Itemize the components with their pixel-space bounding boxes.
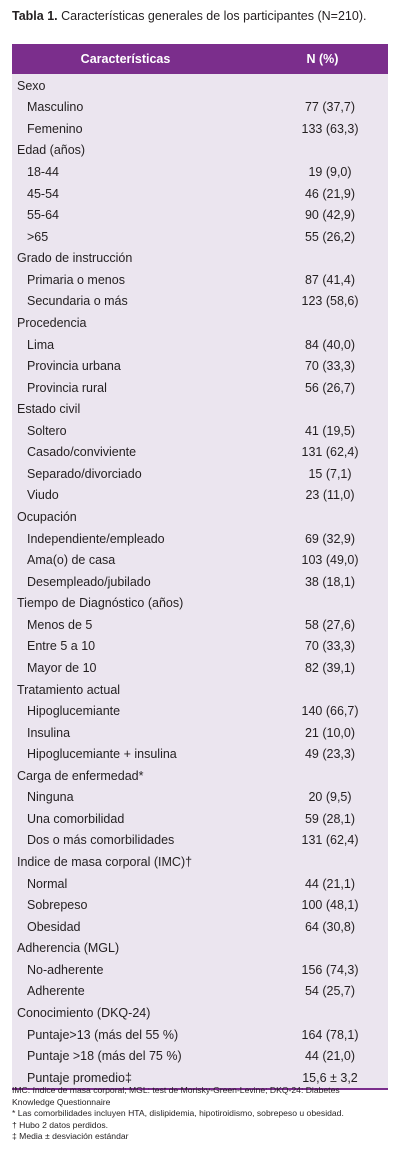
row-label: Desempleado/jubilado — [27, 574, 151, 589]
row-value: 82 (39,1) — [304, 660, 356, 675]
row-label: Primaria o menos — [27, 272, 125, 287]
table-row — [12, 981, 388, 1003]
row-value: 15 (7,1) — [308, 466, 352, 481]
footnote: † Hubo 2 datos perdidos. — [12, 1119, 109, 1130]
row-label: Una comorbilidad — [27, 811, 125, 826]
row-label: No-adherente — [27, 962, 104, 977]
row-label: Separado/divorciado — [27, 466, 142, 481]
row-label: Tratamiento actual — [17, 682, 121, 697]
table-number: Tabla 1. — [12, 9, 58, 23]
row-value: 19 (9,0) — [308, 165, 352, 180]
table-caption — [12, 8, 402, 24]
row-label: Casado/conviviente — [27, 445, 137, 460]
row-label: Indice de masa corporal (IMC)† — [17, 855, 193, 870]
footnote: * Las comorbilidades incluyen HTA, dislipidemia, hipotiroidismo, sobrepeso u obesidad. — [12, 1108, 344, 1118]
row-label: Edad (años) — [17, 143, 86, 158]
row-label: Puntaje promedio‡ — [27, 1070, 132, 1085]
table-row — [12, 808, 388, 830]
row-value: 59 (28,1) — [304, 811, 356, 826]
table-row — [12, 830, 388, 852]
table-row — [12, 722, 388, 744]
table-row — [12, 118, 388, 140]
row-label: Sobrepeso — [27, 898, 88, 913]
row-label: Sexo — [17, 78, 46, 93]
row-label: Viudo — [27, 488, 59, 503]
row-label: Menos de 5 — [27, 617, 93, 632]
row-value: 55 (26,2) — [304, 229, 356, 244]
table-row — [12, 916, 388, 938]
table-group-row — [12, 312, 388, 334]
table-row — [12, 894, 388, 916]
row-label: Hipoglucemiante — [27, 704, 121, 719]
table-row — [12, 226, 388, 248]
row-label: Grado de instrucción — [17, 251, 133, 266]
row-label: Tiempo de Diagnóstico (años) — [17, 596, 184, 611]
row-value: 70 (33,3) — [304, 359, 356, 374]
table-row — [12, 463, 388, 485]
row-value: 70 (33,3) — [304, 639, 356, 654]
row-value: 64 (30,8) — [304, 919, 356, 934]
table-header — [12, 44, 388, 74]
row-value: 133 (63,3) — [301, 121, 359, 136]
row-value: 77 (37,7) — [304, 100, 356, 115]
row-label: Hipoglucemiante + insulina — [27, 747, 177, 762]
row-label: Independiente/empleado — [27, 531, 165, 546]
table-row — [12, 571, 388, 593]
row-label: Entre 5 a 10 — [27, 639, 96, 654]
table-group-row — [12, 506, 388, 528]
row-value: 20 (9,5) — [308, 790, 352, 805]
table-row — [12, 377, 388, 399]
table-row — [12, 549, 388, 571]
table-row — [12, 269, 388, 291]
table-row — [12, 657, 388, 679]
table-group-row — [12, 765, 388, 787]
row-value: 21 (10,0) — [304, 725, 356, 740]
row-value: 156 (74,3) — [301, 962, 359, 977]
table-row — [12, 183, 388, 205]
table-row — [12, 161, 388, 183]
row-label: Insulina — [27, 725, 71, 740]
table-row — [12, 636, 388, 658]
row-label: Ocupación — [17, 510, 77, 525]
row-label: Normal — [27, 876, 68, 891]
row-label: Ama(o) de casa — [27, 553, 116, 568]
table-row — [12, 485, 388, 507]
row-value: 87 (41,4) — [304, 272, 356, 287]
row-label: Obesidad — [27, 919, 81, 934]
table-row — [12, 355, 388, 377]
table-row — [12, 787, 388, 809]
row-value: 38 (18,1) — [304, 574, 356, 589]
row-value: 69 (32,9) — [304, 531, 356, 546]
table-row — [12, 1045, 388, 1067]
row-value: 90 (42,9) — [304, 208, 356, 223]
row-label: Adherencia (MGL) — [17, 941, 120, 956]
table-group-row — [12, 851, 388, 873]
row-value: 44 (21,1) — [304, 876, 356, 891]
table-group-row — [12, 75, 388, 97]
row-value: 23 (11,0) — [305, 488, 355, 503]
table-row — [12, 743, 388, 765]
row-value: 131 (62,4) — [301, 445, 359, 460]
table-row — [12, 1024, 388, 1046]
table-row — [12, 442, 388, 464]
row-label: Carga de enfermedad* — [17, 768, 144, 783]
table-group-row — [12, 938, 388, 960]
row-value: 58 (27,6) — [304, 617, 356, 632]
row-label: 55-64 — [27, 208, 59, 223]
table-footnotes — [12, 1085, 398, 1143]
row-label: Puntaje>13 (más del 55 %) — [27, 1027, 179, 1042]
row-label: Conocimiento (DKQ-24) — [17, 1005, 151, 1020]
table-row — [12, 614, 388, 636]
row-label: 45-54 — [27, 186, 59, 201]
row-label: Masculino — [27, 100, 84, 115]
row-value: 164 (78,1) — [301, 1027, 359, 1042]
row-value: 140 (66,7) — [301, 704, 359, 719]
header-characteristics: Características — [80, 52, 171, 66]
table-row — [12, 700, 388, 722]
row-label: Provincia rural — [27, 380, 107, 395]
row-value: 131 (62,4) — [301, 833, 359, 848]
row-label: Lima — [27, 337, 55, 352]
table-body — [12, 74, 388, 1090]
footnote: IMC: índice de masa corporal; MGL: test de Morisky-Green-Levine; DKQ-24: Diabetes — [12, 1085, 340, 1095]
row-value: 15,6 ± 3,2 — [302, 1070, 358, 1085]
table-title: Características generales de los participantes (N=210). — [57, 9, 367, 23]
row-value: 123 (58,6) — [301, 294, 359, 309]
row-label: 18-44 — [27, 165, 59, 180]
header-n-percent: N (%) — [306, 52, 339, 66]
row-label: Ninguna — [27, 790, 74, 805]
table-row — [12, 873, 388, 895]
table-row — [12, 204, 388, 226]
table-group-row — [12, 140, 388, 162]
table-group-row — [12, 398, 388, 420]
row-label: Secundaria o más — [27, 294, 128, 309]
row-label: Mayor de 10 — [27, 660, 97, 675]
row-value: 100 (48,1) — [301, 898, 359, 913]
row-value: 54 (25,7) — [304, 984, 356, 999]
row-label: Puntaje >18 (más del 75 %) — [27, 1049, 182, 1064]
row-label: Femenino — [27, 121, 83, 136]
row-label: Estado civil — [17, 402, 81, 417]
footnote: Knowledge Questionnaire — [12, 1096, 111, 1107]
table-row — [12, 528, 388, 550]
table-row — [12, 97, 388, 119]
table-row — [12, 959, 388, 981]
footnote: ‡ Media ± desviación estándar — [12, 1131, 129, 1141]
table-group-row — [12, 679, 388, 701]
table-row — [12, 291, 388, 313]
table-group-row — [12, 593, 388, 615]
table-row — [12, 420, 388, 442]
row-value: 84 (40,0) — [304, 337, 356, 352]
row-label: >65 — [27, 229, 49, 244]
table-row — [12, 334, 388, 356]
row-label: Provincia urbana — [27, 359, 121, 374]
row-label: Soltero — [27, 423, 67, 438]
row-label: Dos o más comorbilidades — [27, 833, 175, 848]
row-value: 44 (21,0) — [304, 1049, 356, 1064]
row-value: 103 (49,0) — [301, 553, 359, 568]
row-value: 46 (21,9) — [304, 186, 356, 201]
table-group-row — [12, 248, 388, 270]
row-value: 49 (23,3) — [304, 747, 356, 762]
row-value: 56 (26,7) — [304, 380, 356, 395]
table-group-row — [12, 1002, 388, 1024]
row-label: Procedencia — [17, 315, 87, 330]
row-label: Adherente — [27, 984, 85, 999]
characteristics-table — [12, 44, 388, 1090]
row-value: 41 (19,5) — [304, 423, 356, 438]
